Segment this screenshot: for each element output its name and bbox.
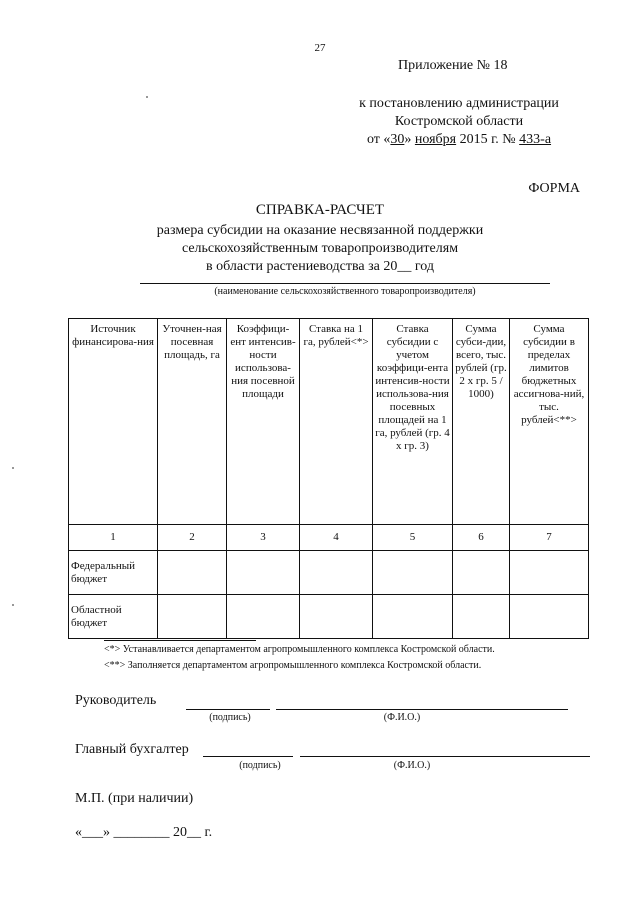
- date-line: «___» ________ 20__ г.: [75, 825, 213, 840]
- column-number: 7: [510, 525, 589, 551]
- table-cell: [510, 551, 589, 595]
- decree-month: ноября: [414, 132, 457, 147]
- table-cell: [300, 595, 373, 639]
- column-number: 1: [69, 525, 158, 551]
- table-cell: [373, 551, 453, 595]
- header-cell: Сумма субсидии в пределах лимитов бюджетных ассигнова-ний, тыс. рублей<**>: [510, 319, 589, 525]
- document-subtitle-1: размера субсидии на оказание несвязанной поддержки: [156, 223, 484, 238]
- scan-speck: [12, 604, 14, 606]
- column-number: 4: [300, 525, 373, 551]
- table-cell: [373, 595, 453, 639]
- page-number: 27: [314, 42, 326, 54]
- head-label: Руководитель: [75, 693, 157, 708]
- head-name-caption: (Ф.И.О.): [383, 712, 421, 723]
- footnote-separator: [104, 640, 256, 641]
- decree-day: 30: [390, 132, 405, 147]
- accountant-label: Главный бухгалтер: [75, 742, 189, 757]
- header-cell: Коэффици-ент интенсив-ности использова-ния посевной площади: [227, 319, 300, 525]
- header-cell: Источник финансирова-ния: [69, 319, 158, 525]
- table-cell: [158, 551, 227, 595]
- table-cell: [158, 595, 227, 639]
- accountant-signature-line: [203, 756, 293, 757]
- accountant-name-caption: (Ф.И.О.): [393, 760, 431, 771]
- scan-speck: [12, 467, 14, 469]
- head-signature-caption: (подпись): [209, 712, 251, 723]
- decree-close-quote: »: [404, 132, 412, 147]
- decree-line-1: к постановлению администрации: [359, 96, 559, 111]
- column-number: 2: [158, 525, 227, 551]
- producer-name-caption: (наименование сельскохозяйственного товаропроизводителя): [214, 286, 476, 297]
- header-cell: Ставка субсидии с учетом коэффици-ента интенсив-ности использова-ния посевных площадей на 1 га, рублей (гр. 4 х гр. 3): [373, 319, 453, 525]
- table-row: [69, 595, 589, 639]
- table-row: [69, 551, 589, 595]
- row-label-regional: Областной бюджет: [69, 595, 158, 639]
- decree-line-2: Костромской области: [394, 114, 524, 129]
- decree-from: от «: [366, 132, 391, 147]
- producer-name-line: [140, 283, 550, 284]
- header-cell: Сумма субси-дии, всего, тыс. рублей (гр. 2 х гр. 5 / 1000): [453, 319, 510, 525]
- document-subtitle-2: сельскохозяйственным товаропроизводителям: [181, 241, 459, 256]
- column-number: 6: [453, 525, 510, 551]
- decree-number: 433-а: [519, 132, 552, 147]
- accountant-signature-caption: (подпись): [239, 760, 281, 771]
- decree-date-line: [330, 131, 588, 149]
- table-cell: [453, 595, 510, 639]
- header-cell: Уточнен-ная посевная площадь, га: [158, 319, 227, 525]
- document-title: СПРАВКА-РАСЧЕТ: [255, 202, 385, 218]
- table-cell: [227, 551, 300, 595]
- table-number-row: [69, 525, 589, 551]
- appendix-number: Приложение № 18: [398, 58, 508, 73]
- form-label: ФОРМА: [528, 181, 580, 196]
- document-subtitle-3: в области растениеводства за 20__ год: [206, 259, 434, 274]
- stamp-label: М.П. (при наличии): [75, 791, 194, 806]
- footnote-1: <*> Устанавливается департаментом агропромышленного комплекса Костромской области.: [104, 644, 495, 655]
- column-number: 5: [373, 525, 453, 551]
- head-name-line: [276, 709, 568, 710]
- footnote-2: <**> Заполняется департаментом агропромышленного комплекса Костромской области.: [104, 660, 482, 671]
- header-cell: Ставка на 1 га, рублей<*>: [300, 319, 373, 525]
- table-cell: [510, 595, 589, 639]
- accountant-name-line: [300, 756, 590, 757]
- table-header-row: [69, 319, 589, 525]
- table-cell: [300, 551, 373, 595]
- head-signature-line: [186, 709, 270, 710]
- table-cell: [453, 551, 510, 595]
- row-label-federal: Федеральный бюджет: [69, 551, 158, 595]
- calculation-table: [68, 318, 589, 639]
- column-number: 3: [227, 525, 300, 551]
- decree-year: 2015 г. №: [459, 132, 516, 147]
- table-cell: [227, 595, 300, 639]
- scan-speck: [146, 96, 148, 98]
